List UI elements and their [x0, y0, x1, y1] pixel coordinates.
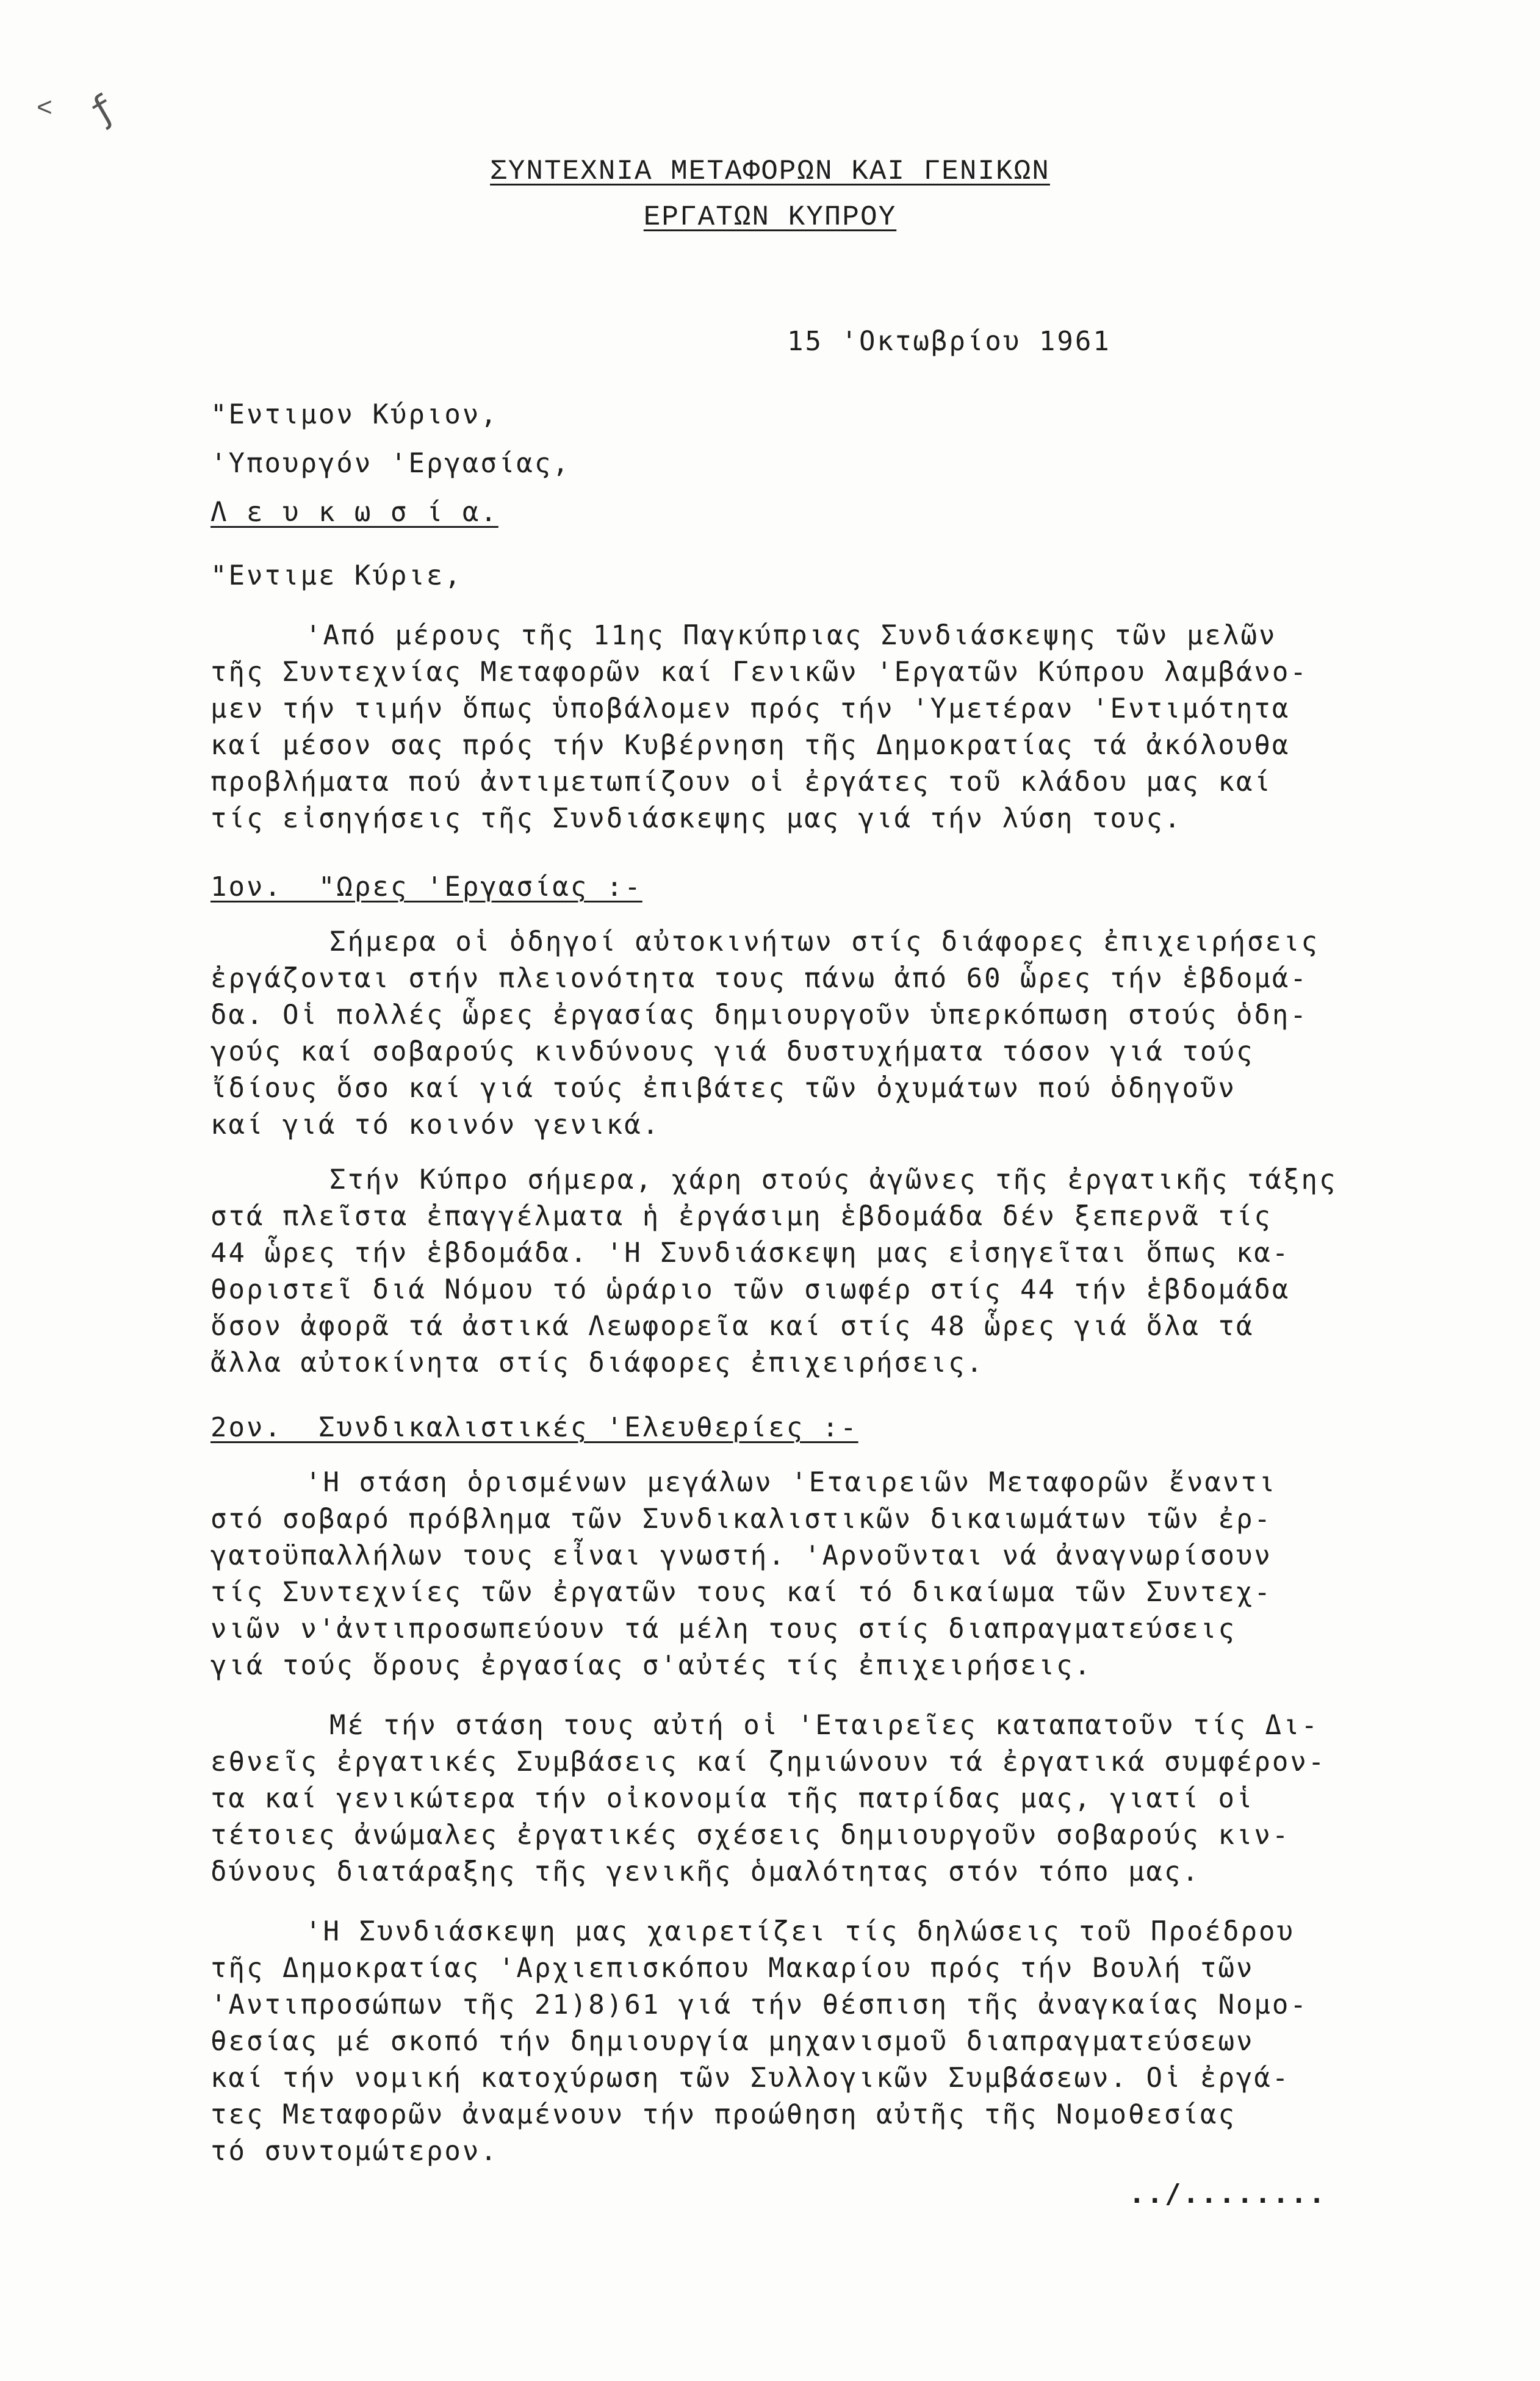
text-line: Μέ τήν στάση τους αὐτή οἱ 'Εταιρεῖες καταπατοῦν τίς Δι- — [329, 1710, 1319, 1741]
text-line: θοριστεῖ διά Νόμου τό ὡράριο τῶν σιωφέρ στίς 44 τήν ἑβδομάδα — [210, 1274, 1290, 1305]
stray-ink-mark: ˂ — [37, 92, 53, 123]
text-line: 'Η Συνδιάσκεψη μας χαιρετίζει τίς δηλώσεις τοῦ Προέδρου — [305, 1916, 1295, 1947]
salutation: "Εντιμε Κύριε, — [210, 560, 462, 591]
text-line: ἐργάζονται στήν πλειονότητα τους πάνω ἀπό 60 ὧρες τήν ἑβδομά- — [210, 963, 1308, 994]
text-line: δύνους διατάραξης τῆς γενικῆς ὁμαλότητας στόν τόπο μας. — [210, 1856, 1200, 1887]
text-line: μεν τήν τιμήν ὅπως ὑποβάλομεν πρός τήν 'Υμετέραν 'Εντιμότητα — [210, 693, 1290, 724]
letterhead-line-2: ΕΡΓΑΤΩΝ ΚΥΠΡΟΥ — [643, 201, 897, 233]
section-1-heading: 1ον. "Ωρες 'Εργασίας :- — [210, 871, 642, 902]
text-line: θεσίας μέ σκοπό τήν δημιουργία μηχανισμοῦ διαπραγματεύσεων — [210, 2026, 1254, 2057]
text-line: τῆς Δημοκρατίας 'Αρχιεπισκόπου Μακαρίου πρός τήν Βουλή τῶν — [210, 1953, 1254, 1984]
text-line: δα. Οἱ πολλές ὧρες ἐργασίας δημιουργοῦν ὑπερκόπωση στούς ὁδη- — [210, 1000, 1308, 1031]
text-line: νιῶν ν'ἀντιπροσωπεύουν τά μέλη τους στίς διαπραγματεύσεις — [210, 1613, 1236, 1644]
section-2-heading: 2ον. Συνδικαλιστικές 'Ελευθερίες :- — [210, 1412, 858, 1443]
stray-ink-mark: ƒ — [82, 85, 123, 134]
text-line: ἴδίους ὅσο καί γιά τούς ἐπιβάτες τῶν ὀχυμάτων πού ὁδηγοῦν — [210, 1073, 1236, 1104]
text-line: 'Αντιπροσώπων τῆς 21)8)61 γιά τήν θέσπιση τῆς ἀναγκαίας Νομο- — [210, 1989, 1308, 2020]
text-line: Στήν Κύπρο σήμερα, χάρη στούς ἀγῶνες τῆς ἐργατικῆς τάξης — [329, 1164, 1337, 1195]
text-line: καί γιά τό κοινόν γενικά. — [210, 1109, 661, 1140]
text-line: προβλήματα πού ἀντιμετωπίζουν οἱ ἐργάτες τοῦ κλάδου μας καί — [210, 766, 1272, 798]
text-line: εθνεῖς ἐργατικές Συμβάσεις καί ζημιώνουν τά ἐργατικά συμφέρον- — [210, 1746, 1326, 1778]
text-line: στά πλεῖστα ἐπαγγέλματα ἡ ἐργάσιμη ἑβδομάδα δέν ξεπερνᾶ τίς — [210, 1201, 1272, 1232]
text-line: τίς Συντεχνίες τῶν ἐργατῶν τους καί τό δικαίωμα τῶν Συντεχ- — [210, 1577, 1272, 1608]
text-line: καί μέσον σας πρός τήν Κυβέρνηση τῆς Δημοκρατίας τά ἀκόλουθα — [210, 730, 1290, 761]
text-line: τα καί γενικώτερα τήν οἰκονομία τῆς πατρίδας μας, γιατί οἱ — [210, 1783, 1254, 1814]
text-line: καί τήν νομική κατοχύρωση τῶν Συλλογικῶν Συμβάσεων. Οἱ ἐργά- — [210, 2062, 1290, 2094]
text-line: γιά τούς ὅρους ἐργασίας σ'αὐτές τίς ἐπιχειρήσεις. — [210, 1650, 1093, 1681]
text-line: 'Από μέρους τῆς 11ης Παγκύπριας Συνδιάσκεψης τῶν μελῶν — [305, 620, 1277, 651]
address-line: Λ ε υ κ ω σ ί α. — [210, 497, 498, 528]
text-line: Σήμερα οἱ ὁδηγοί αὐτοκινήτων στίς διάφορες ἐπιχειρήσεις — [329, 926, 1319, 957]
text-line: γατοϋπαλλήλων τους εἶναι γνωστή. 'Αρνοῦνται νά ἀναγνωρίσουν — [210, 1540, 1272, 1571]
continuation-marker: ../........ — [1129, 2178, 1327, 2210]
text-line: ὅσον ἀφορᾶ τά ἀστικά Λεωφορεῖα καί στίς 48 ὧρες γιά ὅλα τά — [210, 1311, 1254, 1342]
text-line: τό συντομώτερον. — [210, 2136, 498, 2167]
text-line: γούς καί σοβαρούς κινδύνους γιά δυστυχήματα τόσον γιά τούς — [210, 1036, 1254, 1067]
text-line: στό σοβαρό πρόβλημα τῶν Συνδικαλιστικῶν δικαιωμάτων τῶν ἐρ- — [210, 1504, 1272, 1535]
address-line: "Εντιμον Κύριον, — [210, 399, 498, 430]
text-line: ἄλλα αὐτοκίνητα στίς διάφορες ἐπιχειρήσεις. — [210, 1347, 985, 1378]
text-line: τες Μεταφορῶν ἀναμένουν τήν προώθηση αὐτῆς τῆς Νομοθεσίας — [210, 2099, 1236, 2130]
letter-date: 15 'Οκτωβρίου 1961 — [787, 326, 1111, 357]
text-line: 44 ὧρες τήν ἑβδομάδα. 'Η Συνδιάσκεψη μας εἰσηγεῖται ὅπως κα- — [210, 1237, 1290, 1269]
text-line: τῆς Συντεχνίας Μεταφορῶν καί Γενικῶν 'Εργατῶν Κύπρου λαμβάνο- — [210, 657, 1308, 688]
address-line: 'Υπουργόν 'Εργασίας, — [210, 448, 570, 479]
letterhead-line-1: ΣΥΝΤΕΧΝΙΑ ΜΕΤΑΦΟΡΩΝ ΚΑΙ ΓΕΝΙΚΩΝ — [490, 156, 1050, 187]
text-line: τέτοιες ἀνώμαλες ἐργατικές σχέσεις δημιουργοῦν σοβαρούς κιν- — [210, 1820, 1290, 1851]
text-line: τίς εἰσηγήσεις τῆς Συνδιάσκεψης μας γιά τήν λύση τους. — [210, 803, 1182, 834]
text-line: 'Η στάση ὁρισμένων μεγάλων 'Εταιρειῶν Μεταφορῶν ἔναντι — [305, 1467, 1277, 1498]
